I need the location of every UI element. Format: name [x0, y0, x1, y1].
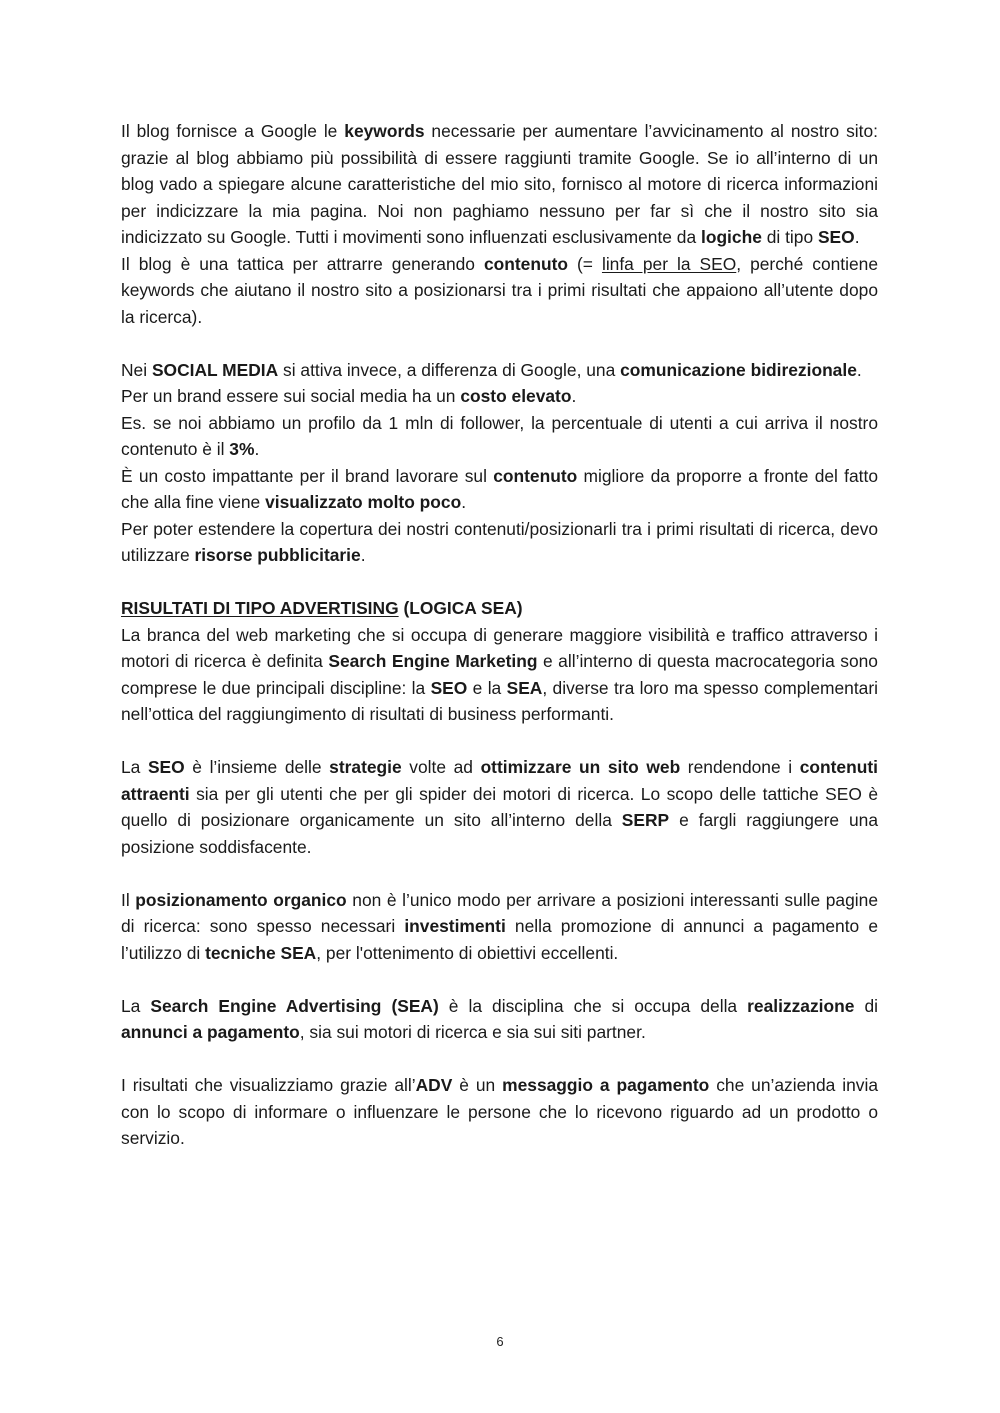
text-run: , perché contiene keywords che aiutano il nostro sito a posizionarsi tra i primi risultati che appaiono all’utente dopo la ricerca). [121, 253, 878, 327]
text-run: . [854, 227, 860, 247]
bold-term: SEO [147, 757, 185, 777]
blog-tactic-paragraph [121, 251, 878, 331]
bold-term: Search Engine Advertising (SEA) [150, 995, 439, 1016]
heading-underlined: RISULTATI DI TIPO ADVERTISING [121, 598, 399, 618]
bold-term: tecniche SEA [205, 942, 317, 963]
social-cost-paragraph [121, 383, 878, 410]
text-run: I risultati che visualizziamo grazie all’ [121, 1075, 416, 1095]
seo-definition-paragraph [121, 754, 878, 860]
text-run: Nei [121, 359, 152, 380]
text-run: si attiva invece, a differenza di Google, una [278, 359, 621, 380]
bold-term: keywords [344, 121, 425, 141]
bold-term: SERP [621, 810, 670, 830]
paragraph-spacer [121, 569, 878, 596]
text-run: . [360, 545, 366, 565]
text-run: non è l’unico modo per arrivare a posizioni interessanti sulle pagine di ricerca: sono spesso necessari [121, 889, 878, 936]
paragraph-spacer [121, 860, 878, 887]
section-heading [121, 595, 878, 622]
paragraph-spacer [121, 728, 878, 755]
bold-term: posizionamento organico [135, 889, 347, 910]
text-run: Per un brand essere sui social media ha un [121, 386, 461, 406]
text-run: necessarie per aumentare l’avvicinamento al nostro sito: grazie al blog abbiamo più possibilità di essere raggiunti tramite Google. Se io all’interno di un blog vado a spiegare alcune caratteristiche del mio sito, fornisco al motore di ricerca informazioni per indicizzare la mia pagina. Noi non paghiamo nessuno per far sì che il nostro sito sia indicizzato su Google. Tutti i movimenti sono influenzati esclusivamente da [121, 121, 878, 247]
text-run: migliore da proporre a fronte del fatto che alla fine viene [121, 465, 878, 512]
document-page [121, 118, 878, 1152]
text-run: La branca del web marketing che si occupa di generare maggiore visibilità e traffico attraverso i motori di ricerca è definita [121, 624, 878, 671]
bold-term: SEA [506, 677, 543, 698]
paragraph-spacer [121, 966, 878, 993]
text-run: e all’interno di questa macrocategoria sono comprese le due principali discipline: la [121, 651, 878, 698]
bold-term: risorse pubblicitarie [194, 545, 361, 565]
text-run: , diverse tra loro ma spesso complementari nell’ottica del raggiungimento di risultati di business performanti. [121, 677, 878, 724]
bold-term: SEO [817, 227, 855, 247]
text-run: che un’azienda invia con lo scopo di informare o influenzare le persone che lo ricevono riguardo ad un prodotto o servizio. [121, 1075, 878, 1148]
bold-term: investimenti [404, 916, 506, 936]
text-run: Il blog fornisce a Google le [121, 121, 345, 141]
bold-term: visualizzato molto poco [265, 492, 462, 512]
text-run: . [461, 492, 467, 512]
organic-positioning-paragraph [121, 887, 878, 967]
text-run: , sia sui motori di ricerca e sia sui siti partner. [299, 1022, 646, 1042]
social-resources-paragraph [121, 516, 878, 569]
bold-term: ADV [415, 1075, 453, 1095]
bold-term: comunicazione bidirezionale [620, 359, 857, 380]
text-run: , per l'ottenimento di obiettivi eccellenti. [316, 942, 619, 963]
bold-term: ottimizzare un sito web [480, 757, 681, 777]
bold-term: strategie [329, 757, 402, 777]
bold-term: logiche [700, 227, 762, 247]
text-run: è la disciplina che si occupa della [438, 995, 748, 1016]
blog-keywords-paragraph [121, 118, 878, 251]
bold-term: contenuti attraenti [121, 757, 878, 804]
bold-term: annunci a pagamento [121, 1022, 300, 1042]
text-run: (= [568, 253, 602, 274]
sem-paragraph [121, 622, 878, 728]
bold-term: contenuto [493, 465, 578, 486]
bold-term: 3% [229, 439, 255, 459]
text-run: sia per gli utenti che per gli spider dei motori di ricerca. Lo scopo delle tattiche SEO è quello di posizionare organicamente un sito all’interno della [121, 783, 878, 830]
adv-paragraph [121, 1072, 878, 1152]
bold-term: Search Engine Marketing [328, 651, 538, 671]
text-run: Per poter estendere la copertura dei nostri contenuti/posizionarli tra i primi risultati di ricerca, devo utilizzare [121, 518, 878, 565]
bold-term: SEO [430, 677, 468, 698]
social-example-paragraph [121, 410, 878, 463]
heading-rest: (LOGICA SEA) [398, 598, 523, 618]
text-run: La [121, 995, 151, 1016]
text-run: e fargli raggiungere una posizione soddisfacente. [121, 810, 878, 857]
text-run: di [854, 995, 878, 1016]
text-run: volte ad [401, 757, 481, 777]
text-run: Il blog è una tattica per attrarre generando [121, 253, 484, 274]
text-run: . [571, 386, 577, 406]
text-run: La [121, 757, 148, 777]
text-run: . [856, 359, 862, 380]
page-number: 6 [496, 1334, 504, 1349]
underlined-term: linfa per la SEO [601, 253, 737, 274]
social-impact-paragraph [121, 463, 878, 516]
sea-definition-paragraph [121, 993, 878, 1046]
social-media-paragraph [121, 357, 878, 384]
text-run: di tipo [761, 227, 818, 247]
text-run: . [254, 439, 260, 459]
text-run: nella promozione di annunci a pagamento e l’utilizzo di [121, 916, 878, 963]
text-run: è l’insieme delle [184, 757, 330, 777]
bold-term: realizzazione [747, 995, 855, 1016]
paragraph-spacer [121, 1046, 878, 1073]
text-run: rendendone i [680, 757, 800, 777]
bold-term: costo elevato [460, 386, 572, 406]
text-run: Es. se noi abbiamo un profilo da 1 mln di follower, la percentuale di utenti a cui arriva il nostro contenuto è il [121, 412, 878, 459]
bold-term: contenuto [483, 253, 569, 274]
text-run: È un costo impattante per il brand lavorare sul [121, 465, 494, 486]
paragraph-spacer [121, 330, 878, 357]
bold-term: messaggio a pagamento [502, 1075, 710, 1095]
text-run: e la [467, 677, 507, 698]
text-run: Il [121, 889, 136, 910]
bold-term: SOCIAL MEDIA [151, 359, 279, 380]
text-run: è un [452, 1075, 503, 1095]
